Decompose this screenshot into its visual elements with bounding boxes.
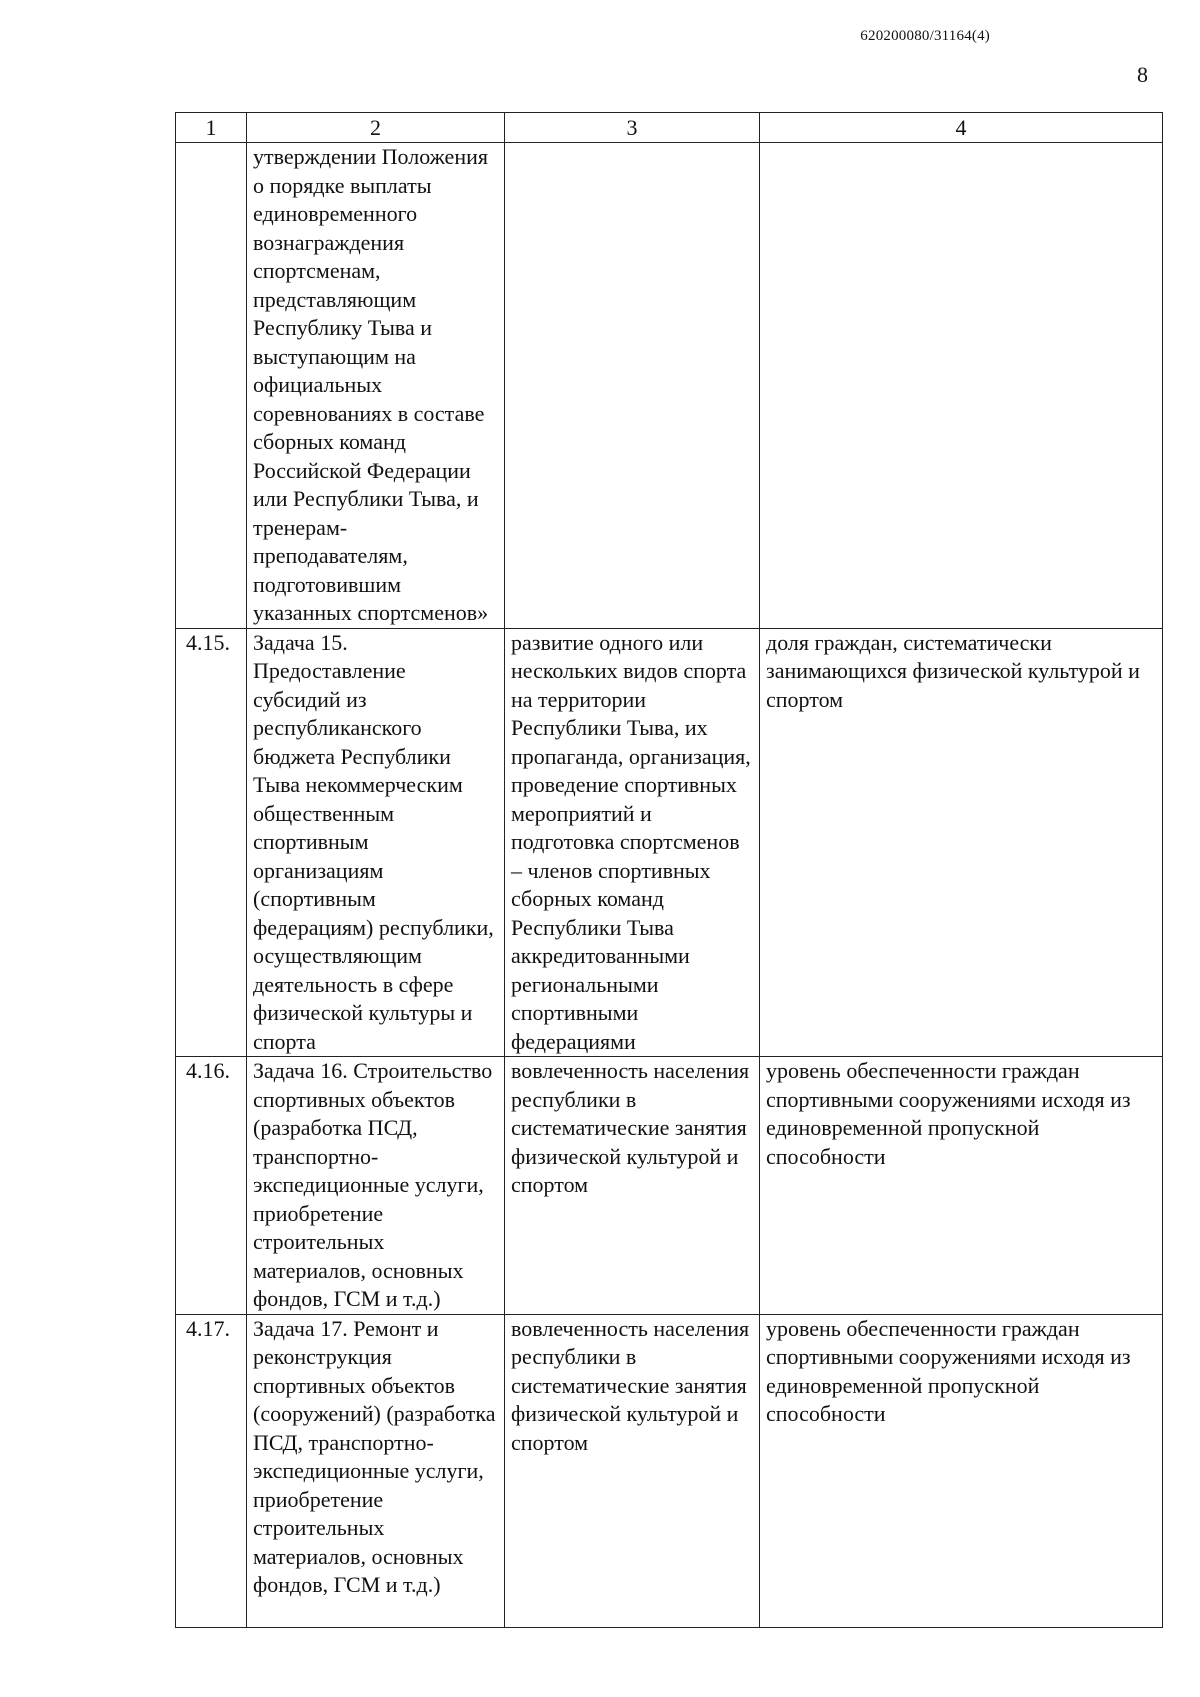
table-row-4-16 [176,1057,1163,1315]
indicator-cell [760,1314,1163,1627]
page-number: 8 [1137,62,1148,87]
column-header-4: 4 [760,113,1163,143]
row-number: 4.17. [176,1314,247,1627]
result-cell [505,1314,760,1627]
document-code: 620200080/31164(4) [860,28,990,44]
indicator-cell [760,1057,1163,1315]
indicator-text: доля граждан, систематически занимающихся физической культурой и спортом [766,629,1140,712]
result-text: вовлеченность населения республики в систематические занятия физической культурой и спортом [511,1315,750,1455]
table-row-4-17 [176,1314,1163,1627]
task-text: Задача 16. Строительство спортивных объектов (разработка ПСД, транспортно-экспедиционные услуги, приобретение строительных материалов, основных фондов, ГСМ и т.д.) [253,1058,493,1311]
indicator-cell [760,628,1163,1057]
column-header-3: 3 [505,113,760,143]
program-table [175,112,1163,1628]
indicator-text: уровень обеспеченности граждан спортивными сооружениями исходя из единовременной пропускной способности [766,1058,1131,1169]
result-cell [505,628,760,1057]
column-header-1: 1 [176,113,247,143]
task-text: Задача 15. Предоставление субсидий из республиканского бюджета Республики Тыва некоммерческим общественным спортивным организациям (спортивным федерациям) республики, осуществляющим деятельность в сфере физической культуры и спорта [253,629,494,1054]
row-number: 4.16. [176,1057,247,1315]
indicator-cell [760,143,1163,629]
task-text: Задача 17. Ремонт и реконструкция спортивных объектов (сооружений) (разработка ПСД, транспортно-экспедиционные услуги, приобретение строительных материалов, основных фондов, ГСМ и т.д.) [253,1315,496,1597]
table-row-continuation [176,143,1163,629]
row-number: 4.15. [176,628,247,1057]
result-cell [505,143,760,629]
task-text: утверждении Положения о порядке выплаты единовременного вознаграждения спортсменам, представляющим Республику Тыва и выступающим на официальных соревнованиях в составе сборных команд Российской Федерации или Республики Тыва, и тренерам-преподавателям, подготовившим указанных спортсменов» [253,144,489,625]
result-cell [505,1057,760,1315]
table-row-4-15 [176,628,1163,1057]
table-header-row [176,113,1163,143]
task-cell [247,1314,505,1627]
row-number [176,143,247,629]
column-header-2: 2 [247,113,505,143]
task-cell [247,1057,505,1315]
task-cell [247,628,505,1057]
task-cell [247,143,505,629]
result-text: развитие одного или нескольких видов спорта на территории Республики Тыва, их пропаганда, организация, проведение спортивных мероприятий и подготовка спортсменов – членов спортивных сборных команд Республики Тыва аккредитованными региональными спортивными федерациями [511,629,751,1054]
indicator-text: уровень обеспеченности граждан спортивными сооружениями исходя из единовременной пропускной способности [766,1315,1131,1426]
result-text: вовлеченность населения республики в систематические занятия физической культурой и спортом [511,1058,750,1197]
